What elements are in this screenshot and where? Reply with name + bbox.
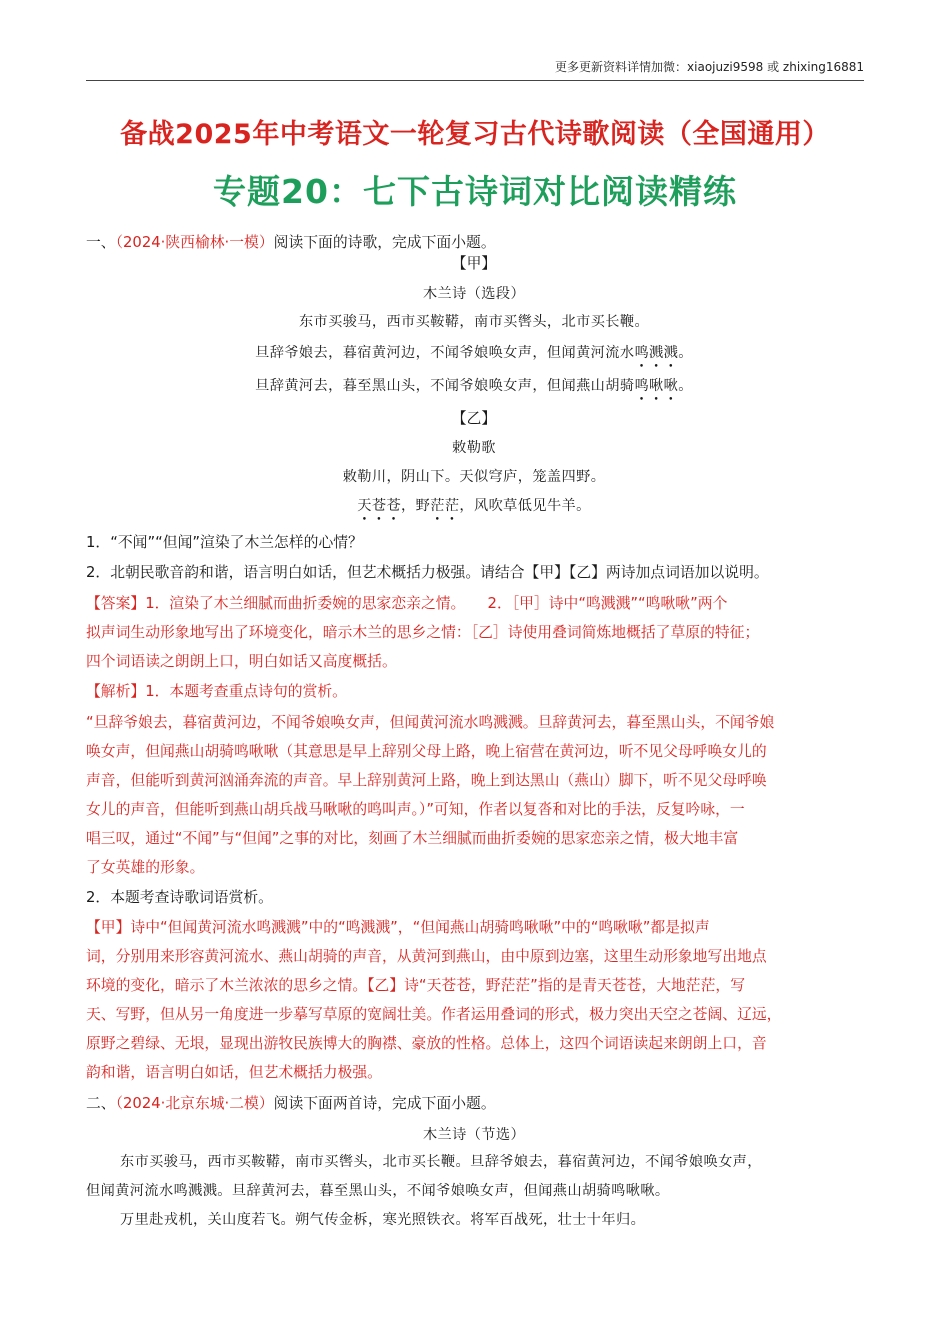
analysis2-line: 【甲】诗中“但闻黄河流水鸣溅溅”中的“鸣溅溅”，“但闻燕山胡骑鸣啾啾”中的“鸣啾啾”都是拟声 [86,919,710,936]
analysis2-line: 原野之碧绿、无垠，显现出游牧民族博大的胸襟、豪放的性格。总体上，这四个词语读起来朗朗上口，音 [86,1035,767,1052]
poem1-line2-text: 旦辞爷娘去，暮宿黄河边，不闻爷娘唤女声，但闻黄河流水 [255,345,635,361]
poem1-line3-text: 旦辞黄河去，暮至黑山头，不闻爷娘唤女声，但闻燕山胡骑 [255,378,635,394]
answer-line: 拟声词生动形象地写出了环境变化，暗示木兰的思乡之情：［乙］诗使用叠词简炼地概括了草原的特征； [86,624,760,641]
q1-number: 一、 [86,234,116,251]
dotted-char: 溅 [649,345,664,361]
q2-source: （2024·北京东城·二模） [115,1095,274,1112]
dotted-char: 溅 [663,345,679,361]
dotted-char: 啾 [649,378,664,394]
q2-poem-title: 木兰诗（节选） [422,1127,526,1143]
poem1-line3-end: 。 [678,378,693,394]
dotted-char: 茫 [430,498,445,514]
analysis1-line: 唱三叹，通过“不闻”与“但闻”之事的对比，刻画了木兰细腻而曲折委婉的思家恋亲之情，极大地丰富 [86,830,739,847]
dotted-char: 天 [357,498,372,514]
dotted-char: 苍 [386,498,402,514]
q1-instruction: 阅读下面的诗歌，完成下面小题。 [273,234,496,251]
analysis-heading [86,682,862,702]
poem1-title: 木兰诗（选段） [422,286,526,302]
header-rule [86,80,864,81]
q2-poem-line: 万里赴戎机，关山度若飞。朔气传金柝，寒光照铁衣。将军百战死，壮士十年归。 [120,1212,646,1228]
q2-poem-line: 但闻黄河流水鸣溅溅。旦辞黄河去，暮至黑山头，不闻爷娘唤女声，但闻燕山胡骑鸣啾啾。 [86,1183,670,1199]
jia-label: 【甲】 [451,255,497,272]
sub-title: 专题20：七下古诗词对比阅读精练 [213,172,737,211]
dotted-char: 鸣 [634,345,650,361]
poem2-line2-mid: ，野 [401,498,431,514]
analysis1-line: 声音，但能听到黄河汹涌奔流的声音。早上辞别黄河上路，晚上到达黑山（燕山）脚下，听不见父母呼唤 [86,772,767,789]
dotted-char: 茫 [444,498,460,514]
dotted-char: 鸣 [634,378,650,394]
yi-label: 【乙】 [451,410,497,427]
question-2: 2．北朝民歌音韵和谐，语言明白如话，但艺术概括力极强。请结合【甲】【乙】两诗加点词语加以说明。 [86,564,769,581]
q2-poem-line: 东市买骏马，西市买鞍鞯，南市买辔头，北市买长鞭。旦辞爷娘去，暮宿黄河边，不闻爷娘唤女声， [120,1154,762,1170]
answer-line: 【答案】1．渲染了木兰细腻而曲折委婉的思家恋亲之情。 2．［甲］诗中“鸣溅溅”“鸣啾啾”两个 [86,595,728,612]
analysis2-line: 环境的变化，暗示了木兰浓浓的思乡之情。【乙】诗“天苍苍，野茫茫”指的是青天苍苍，大地茫茫，写 [86,977,745,994]
question-1: 1．“不闻”“但闻”渲染了木兰怎样的心情？ [86,534,363,551]
poem2-title: 敕勒歌 [452,440,496,456]
q1-source: （2024·陕西榆林·一模） [115,234,274,251]
poem2-line1: 敕勒川，阴山下。天似穹庐，笼盖四野。 [342,469,606,485]
analysis1-line: 了女英雄的形象。 [86,859,205,876]
main-title: 备战2025年中考语文一轮复习古代诗歌阅读（全国通用） [120,119,830,150]
analysis2-heading: 2．本题考查诗歌词语赏析。 [86,889,273,906]
analysis1-line: “旦辞爷娘去，暮宿黄河边，不闻爷娘唤女声，但闻黄河流水鸣溅溅。旦辞黄河去，暮至黑山头，不闻爷娘 [86,714,775,731]
header-note: 更多更新资料详情加微：xiaojuzi9598 或 zhixing16881 [555,60,864,74]
poem2-line2-end: ，风吹草低见牛羊。 [459,498,591,514]
poem1-line2-end: 。 [678,345,693,361]
dotted-char: 苍 [371,498,387,514]
analysis1-line: 女儿的声音，但能听到燕山胡兵战马啾啾的鸣叫声。）”可知，作者以复沓和对比的手法，反复吟咏，一 [86,801,745,818]
analysis2-line: 词，分别用来形容黄河流水、燕山胡骑的声音，从黄河到燕山，由中原到边塞，这里生动形象地写出地点 [86,948,767,965]
q1-heading [86,233,862,253]
poem1-line1: 东市买骏马，西市买鞍鞯，南市买辔头，北市买长鞭。 [298,314,650,330]
analysis1-line: 唤女声，但闻燕山胡骑鸣啾啾（其意思是早上辞别父母上路，晚上宿营在黄河边，听不见父母呼唤女儿的 [86,743,767,760]
answer-line: 四个词语读之朗朗上口，明白如话又高度概括。 [86,653,397,670]
analysis2-line: 天、写野，但从另一角度进一步摹写草原的宽阔壮美。作者运用叠词的形式，极力突出天空之苍阔、辽远， [86,1006,782,1023]
poem2-line2 [86,496,862,516]
analysis2-line: 韵和谐，语言明白如话，但艺术概括力极强。 [86,1064,382,1081]
analysis-heading-text: 【解析】1．本题考查重点诗句的赏析。 [86,683,347,700]
poem1-line2 [86,343,862,363]
poem1-line3 [86,376,862,396]
q2-number: 二、 [86,1095,116,1112]
q2-heading [86,1094,862,1114]
q2-instruction: 阅读下面两首诗，完成下面小题。 [273,1095,496,1112]
dotted-char: 啾 [663,378,679,394]
